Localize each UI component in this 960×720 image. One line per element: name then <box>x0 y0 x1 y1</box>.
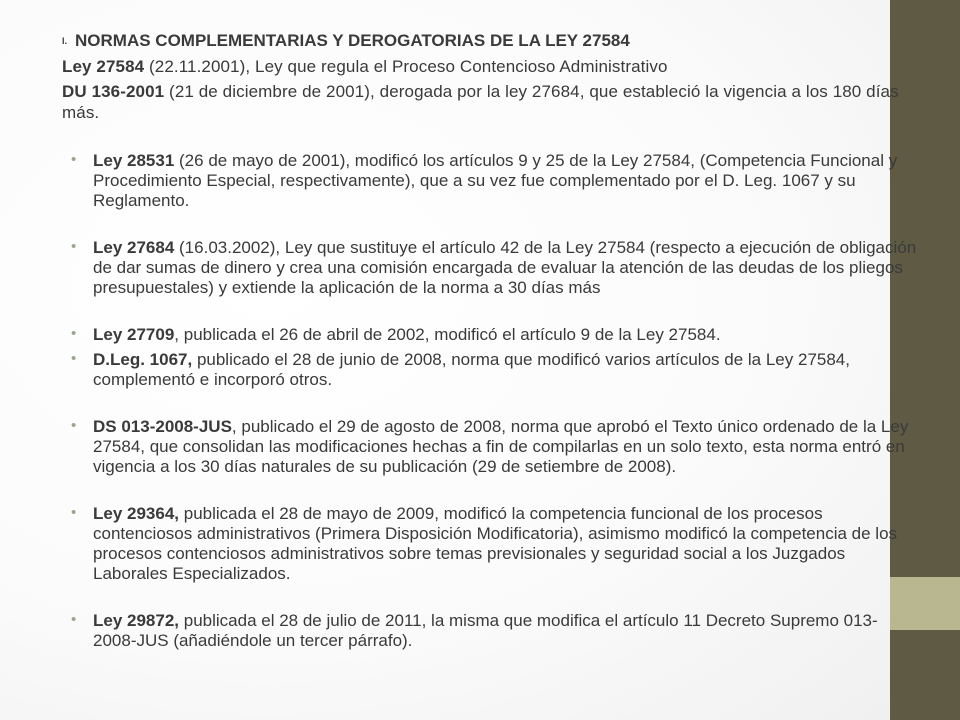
law-name: Ley 27584 <box>62 57 145 76</box>
law-name: Ley 27709 <box>93 325 175 344</box>
list-item <box>62 504 920 584</box>
title-text: NORMAS COMPLEMENTARIAS Y DEROGATORIAS DE LA LEY 27584 <box>75 31 630 50</box>
intro-paragraph <box>62 81 920 123</box>
law-name: Ley 29364, <box>93 504 180 523</box>
list-item <box>62 238 920 298</box>
law-name: D.Leg. 1067, <box>93 350 193 369</box>
law-description: , publicado el 29 de agosto de 2008, norma que aprobó el Texto único ordenado de la Ley 27584, que consolidan las modificaciones hechas a fin de compilarlas en un solo texto, esta norma entró en vigencia a los 30 días naturales de su publicación (29 de setiembre de 2008). <box>93 417 909 476</box>
law-description: (16.03.2002), Ley que sustituye el artículo 42 de la Ley 27584 (respecto a ejecución de obligación de dar sumas de dinero y crea una comisión encargada de evaluar la atención de las deudas de los pliegos presupuestales) y extiende la aplicación de la norma a 30 días más <box>93 238 917 297</box>
bullet-icon: • <box>71 611 77 628</box>
bullet-icon: • <box>71 504 77 521</box>
law-name: Ley 28531 <box>93 151 175 170</box>
bullet-icon: • <box>71 350 77 367</box>
law-name: Ley 29872, <box>93 611 180 630</box>
bullet-icon: • <box>71 238 77 255</box>
list-item <box>62 417 920 477</box>
intro-block <box>62 56 920 123</box>
law-description: publicada el 28 de julio de 2011, la misma que modifica el artículo 11 Decreto Supremo 013-2008-JUS (añadiéndole un tercer párrafo). <box>93 611 878 650</box>
intro-paragraph <box>62 56 920 77</box>
law-description: (21 de diciembre de 2001), derogada por la ley 27684, que estableció la vigencia a los 180 días más. <box>62 82 899 122</box>
law-description: , publicada el 26 de abril de 2002, modificó el artículo 9 de la Ley 27584. <box>174 325 721 344</box>
list-item <box>62 325 920 345</box>
law-name: Ley 27684 <box>93 238 175 257</box>
law-description: publicado el 28 de junio de 2008, norma que modificó varios artículos de la Ley 27584, complementó e incorporó otros. <box>93 350 850 389</box>
bullet-icon: • <box>71 151 77 168</box>
law-name: DS 013-2008-JUS <box>93 417 232 436</box>
law-name: DU 136-2001 <box>62 82 165 101</box>
law-description: (22.11.2001), Ley que regula el Proceso Contencioso Administrativo <box>144 57 668 76</box>
slide-title <box>62 30 920 52</box>
law-description: (26 de mayo de 2001), modificó los artículos 9 y 25 de la Ley 27584, (Competencia Funcional y Procedimiento Especial, respectivamente), que a su vez fue complementado por el D. Leg. 1067 y su Reglamento. <box>93 151 898 210</box>
list-item <box>62 151 920 211</box>
slide-content <box>62 30 920 651</box>
norms-list <box>62 151 920 651</box>
list-item <box>62 611 920 651</box>
title-marker: I. <box>62 36 68 46</box>
law-description: publicada el 28 de mayo de 2009, modificó la competencia funcional de los procesos contenciosos administrativos (Primera Disposición Modificatoria), asimismo modificó la competencia de los procesos contenciosos administrativos sobre temas previsionales y seguridad social a los Juzgados Laborales Especializados. <box>93 504 898 583</box>
bullet-icon: • <box>71 325 77 342</box>
bullet-icon: • <box>71 417 77 434</box>
list-item <box>62 350 920 390</box>
